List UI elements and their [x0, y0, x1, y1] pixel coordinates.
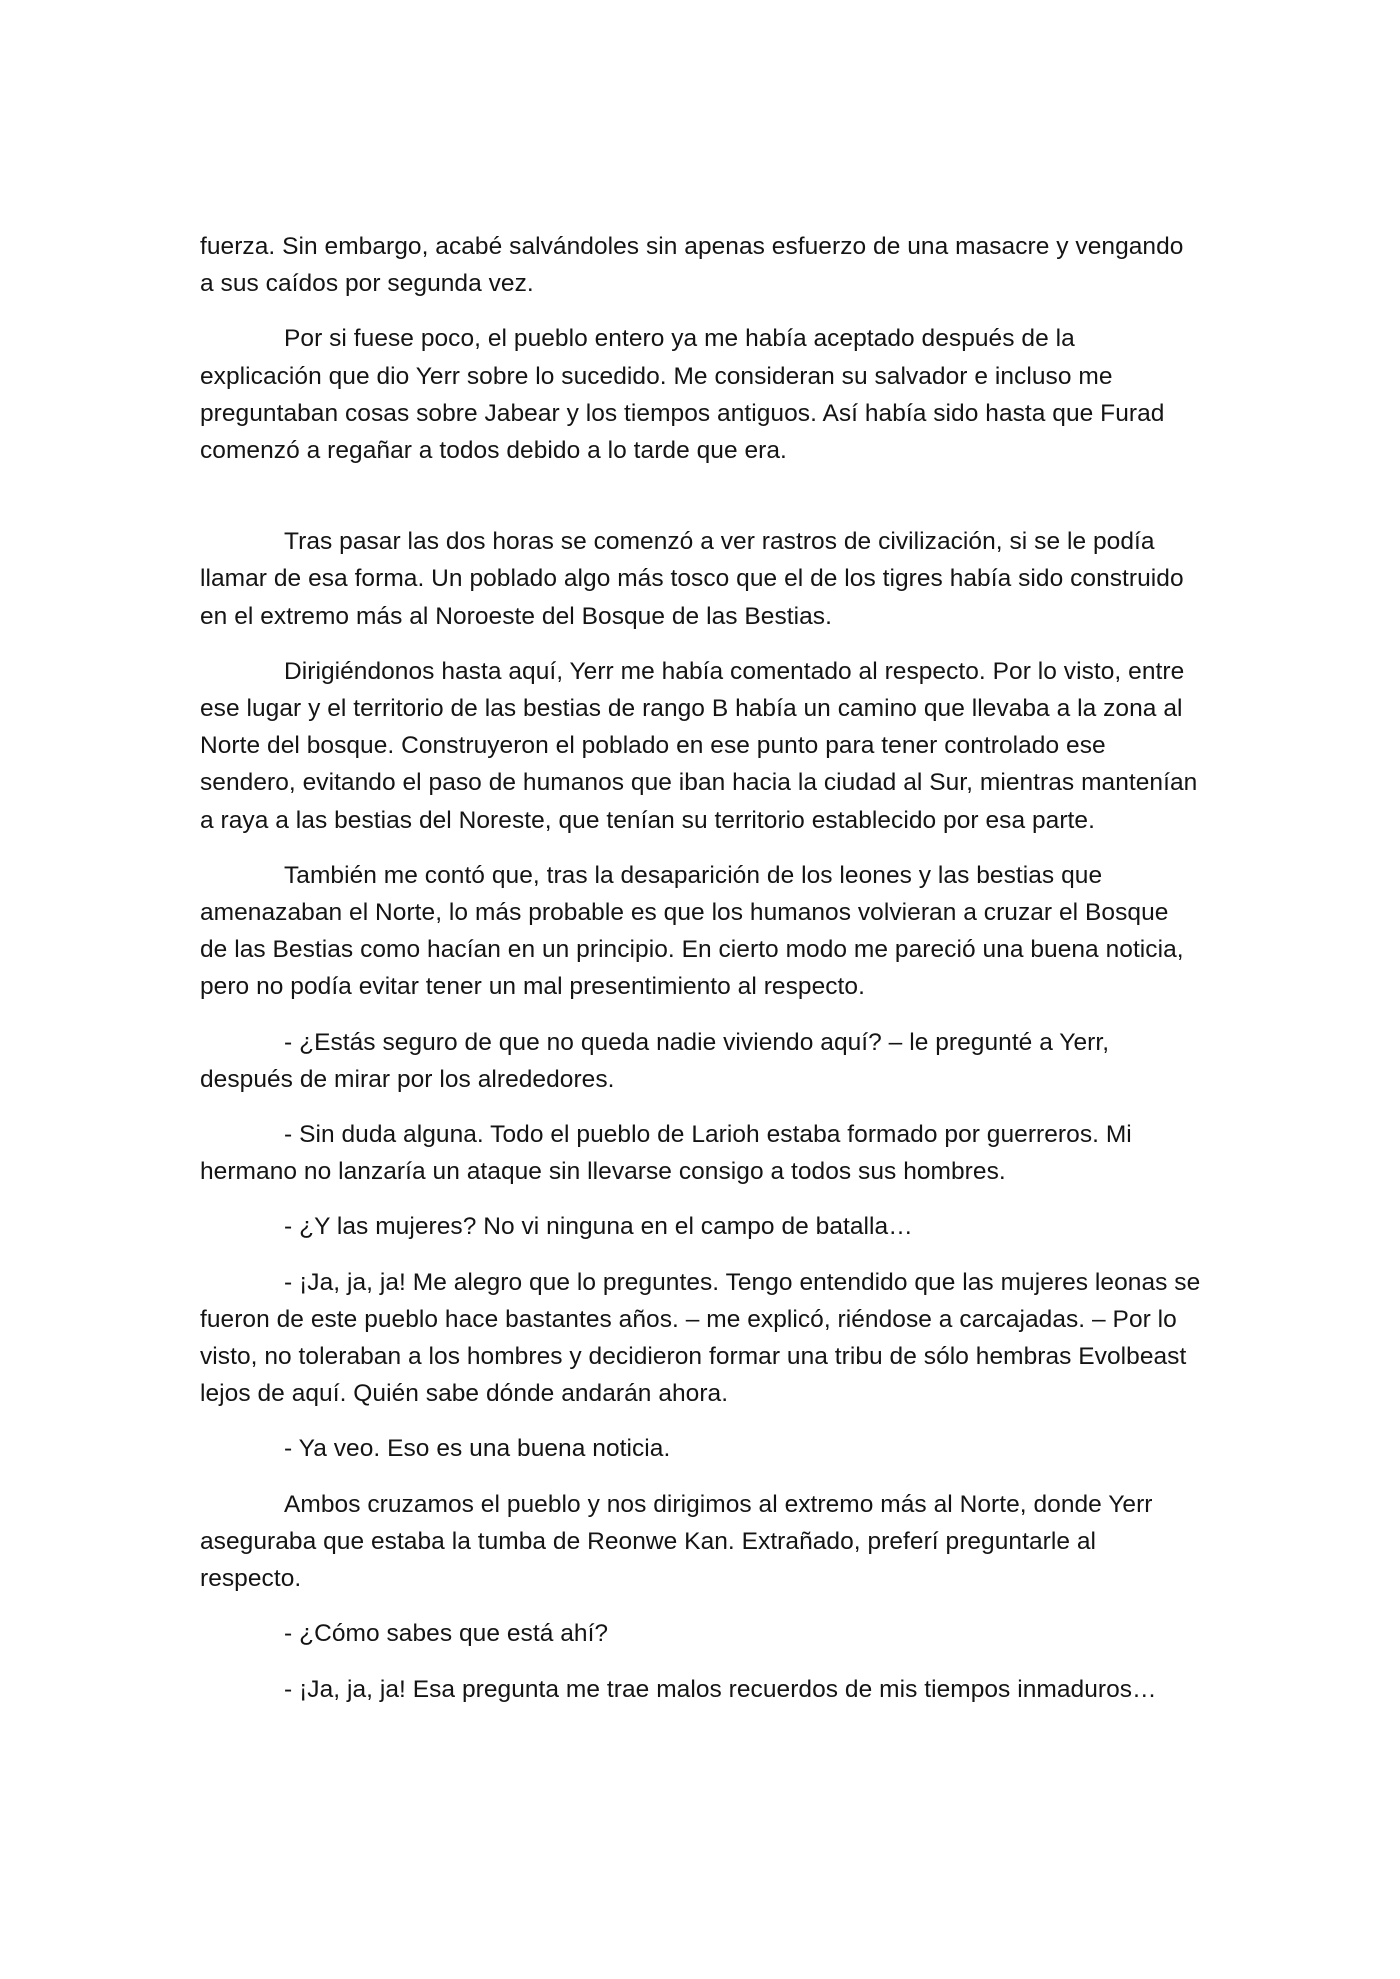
paragraph-continuation: fuerza. Sin embargo, acabé salvándoles sin apenas esfuerzo de una masacre y vengando a sus caídos por segunda vez. — [200, 233, 1184, 298]
paragraph: Ambos cruzamos el pueblo y nos dirigimos al extremo más al Norte, donde Yerr aseguraba que estaba la tumba de Reonwe Kan. Extrañado, preferí preguntarle al respecto. — [200, 1490, 1153, 1593]
paragraph-section-start: Tras pasar las dos horas se comenzó a ver rastros de civilización, si se le podía llamar de esa forma. Un poblado algo más tosco que el de los tigres había sido construido en el extremo más al Noroeste del Bosque de las Bestias. — [200, 528, 1184, 630]
paragraph: Por si fuese poco, el pueblo entero ya me había aceptado después de la explicación que dio Yerr sobre lo sucedido. Me consideran su salvador e incluso me preguntaban cosas sobre Jabear y los tiempos antiguos. Así había sido hasta que Furad comenzó a regañar a todos debido a lo tarde que era. — [200, 325, 1165, 465]
dialogue-line: - ¿Y las mujeres? No vi ninguna en el campo de batalla… — [284, 1213, 913, 1241]
dialogue-line: - Sin duda alguna. Todo el pueblo de Larioh estaba formado por guerreros. Mi hermano no lanzaría un ataque sin llevarse consigo a todos sus hombres. — [200, 1121, 1132, 1186]
paragraph: También me contó que, tras la desaparición de los leones y las bestias que amenazaban el Norte, lo más probable es que los humanos volvieran a cruzar el Bosque de las Bestias como hacían en un principio. En cierto modo me pareció una buena noticia, pero no podía evitar tener un mal presentimiento al respecto. — [200, 861, 1184, 1001]
dialogue-line: - ¿Estás seguro de que no queda nadie viviendo aquí? – le pregunté a Yerr, después de mirar por los alrededores. — [200, 1028, 1110, 1093]
dialogue-line: - Ya veo. Eso es una buena noticia. — [284, 1435, 671, 1463]
document-body — [200, 228, 1202, 1726]
dialogue-line: - ¡Ja, ja, ja! Esa pregunta me trae malos recuerdos de mis tiempos inmaduros… — [284, 1675, 1157, 1703]
paragraph: Dirigiéndonos hasta aquí, Yerr me había comentado al respecto. Por lo visto, entre ese lugar y el territorio de las bestias de rango B había un camino que llevaba a la zona al Norte del bosque. Construyeron el poblado en ese punto para tener controlado ese sendero, evitando el paso de humanos que iban hacia la ciudad al Sur, mientras mantenían a raya a las bestias del Noreste, que tenían su territorio establecido por esa parte. — [200, 657, 1198, 834]
dialogue-line: - ¿Cómo sabes que está ahí? — [284, 1620, 609, 1648]
dialogue-line: - ¡Ja, ja, ja! Me alegro que lo preguntes. Tengo entendido que las mujeres leonas se fueron de este pueblo hace bastantes años. – me explicó, riéndose a carcajadas. – Por lo visto, no toleraban a los hombres y decidieron formar una tribu de sólo hembras Evolbeast lejos de aquí. Quién sabe dónde andarán ahora. — [200, 1268, 1201, 1408]
